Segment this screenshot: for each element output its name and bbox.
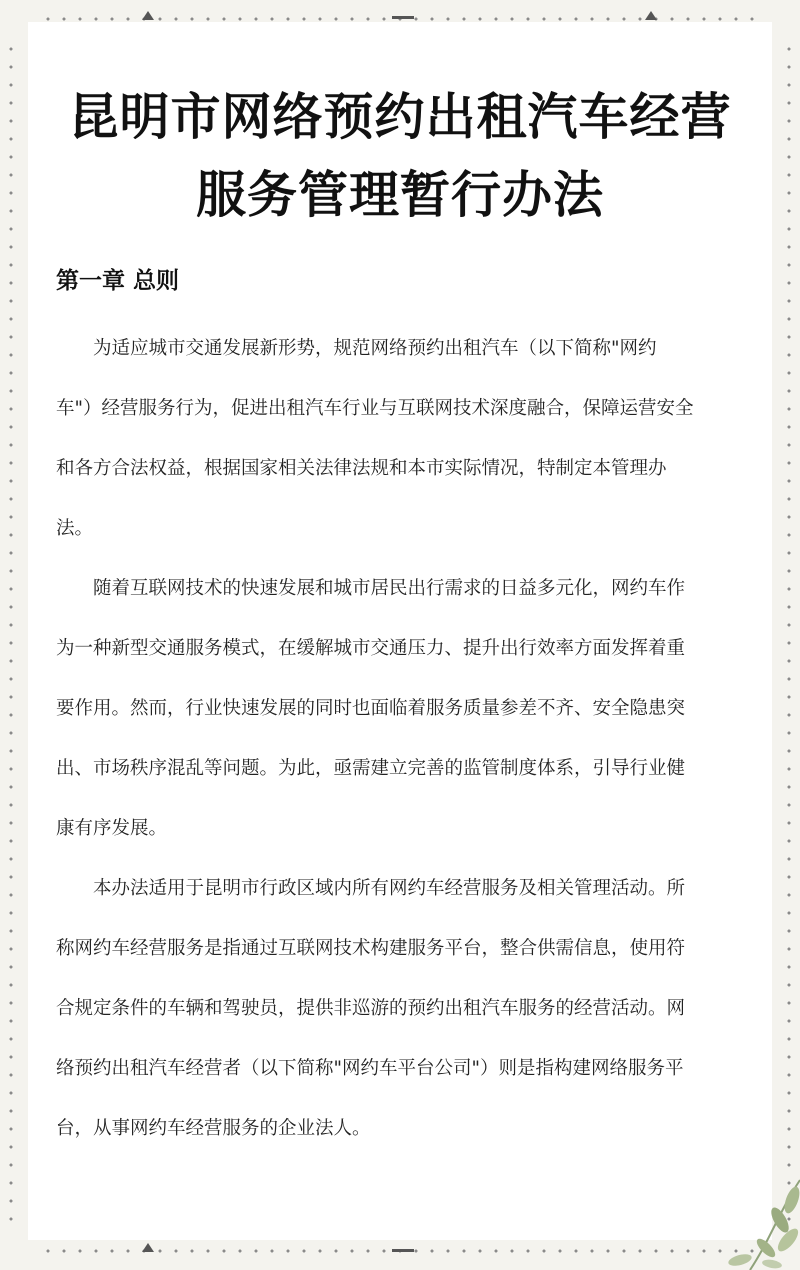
chapter-heading: 第一章 总则 bbox=[56, 268, 180, 294]
text-line: 本办法适用于昆明市行政区域内所有网约车经营服务及相关管理活动。所 bbox=[93, 878, 686, 899]
title-line: 昆明市网络预约出租汽车经营 bbox=[68, 88, 732, 146]
paragraph-3 bbox=[56, 859, 744, 1159]
dash-ornament bbox=[392, 16, 414, 19]
text-line: 为适应城市交通发展新形势，规范网络预约出租汽车（以下简称"网约 bbox=[93, 338, 657, 359]
text-line: 合规定条件的车辆和驾驶员，提供非巡游的预约出租汽车服务的经营活动。网 bbox=[56, 998, 686, 1019]
paragraph-2 bbox=[56, 559, 744, 859]
text-line: 称网约车经营服务是指通过互联网技术构建服务平台，整合供需信息，使用符 bbox=[56, 938, 686, 959]
text-line: 车"）经营服务行为，促进出租汽车行业与互联网技术深度融合，保障运营安全 bbox=[56, 398, 694, 419]
leaf-sprig-icon bbox=[680, 1160, 800, 1270]
paragraph-1 bbox=[56, 319, 744, 559]
title-line: 服务管理暂行办法 bbox=[196, 166, 604, 224]
text-line: 法。 bbox=[56, 518, 94, 539]
triangle-ornament-icon bbox=[645, 11, 657, 20]
text-line: 和各方合法权益，根据国家相关法律法规和本市实际情况，特制定本管理办 bbox=[56, 458, 667, 479]
text-line: 台，从事网约车经营服务的企业法人。 bbox=[56, 1118, 371, 1139]
text-line: 康有序发展。 bbox=[56, 818, 168, 839]
text-line: 随着互联网技术的快速发展和城市居民出行需求的日益多元化，网约车作 bbox=[93, 578, 686, 599]
document-title bbox=[0, 78, 800, 234]
text-line: 要作用。然而，行业快速发展的同时也面临着服务质量参差不齐、安全隐患突 bbox=[56, 698, 686, 719]
text-line: 络预约出租汽车经营者（以下简称"网约车平台公司"）则是指构建网络服务平 bbox=[56, 1058, 684, 1079]
text-line: 为一种新型交通服务模式，在缓解城市交通压力、提升出行效率方面发挥着重 bbox=[56, 638, 686, 659]
triangle-ornament-icon bbox=[142, 1243, 154, 1252]
triangle-ornament-icon bbox=[142, 11, 154, 20]
dash-ornament bbox=[392, 1249, 414, 1252]
text-line: 出、市场秩序混乱等问题。为此，亟需建立完善的监管制度体系，引导行业健 bbox=[56, 758, 686, 779]
document-body bbox=[56, 319, 744, 1159]
